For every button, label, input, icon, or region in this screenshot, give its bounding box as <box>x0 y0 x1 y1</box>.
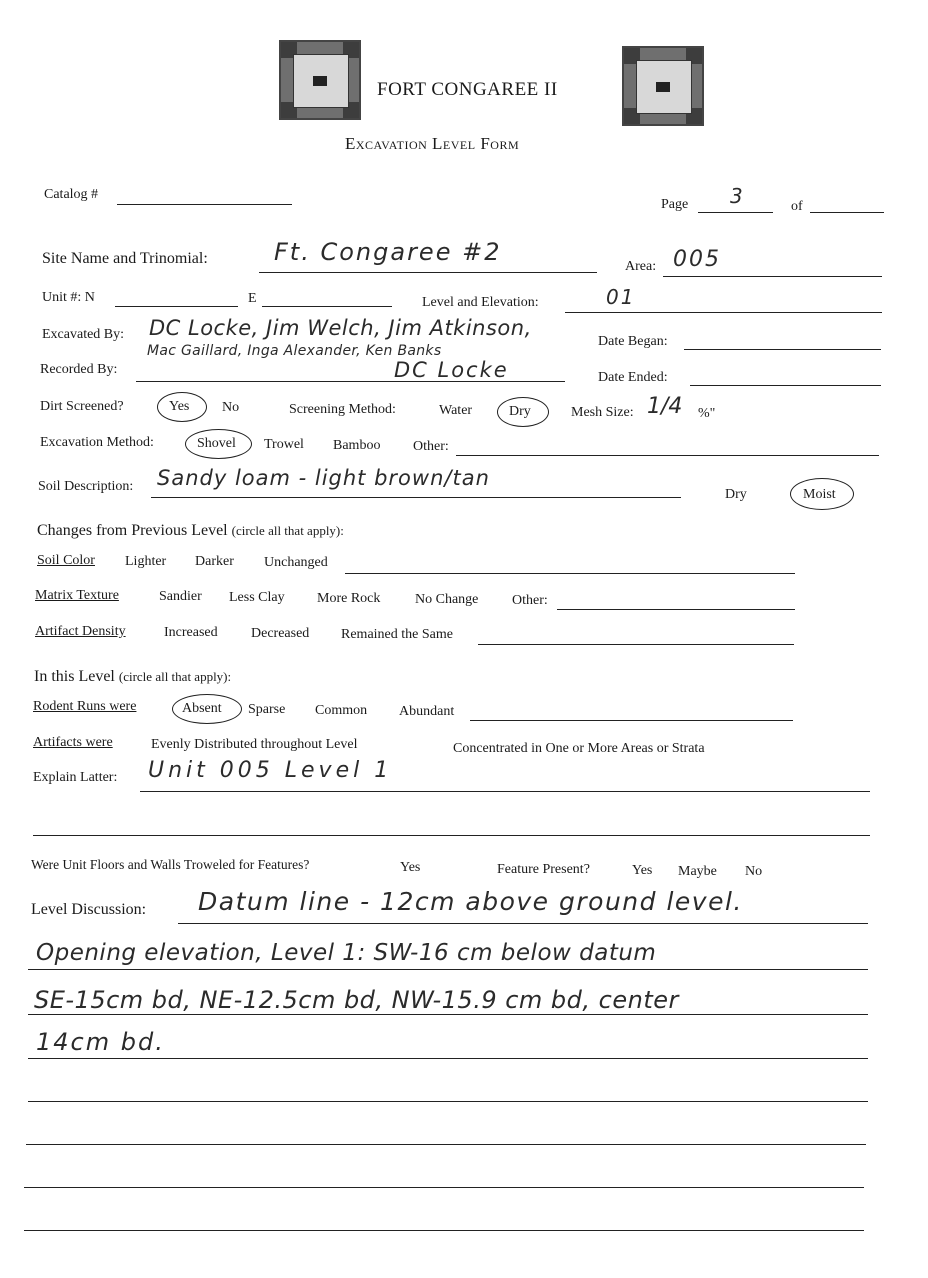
unit-e-label: E <box>248 291 257 306</box>
recorded-value: DC Locke <box>394 358 509 382</box>
recorded-line[interactable] <box>136 381 565 382</box>
artifact-increased[interactable]: Increased <box>164 625 218 640</box>
artifact-line[interactable] <box>478 644 794 645</box>
discussion-rule-6[interactable] <box>26 1144 866 1145</box>
feature-present-label: Feature Present? <box>497 862 590 877</box>
excavated-value-2: Mac Gaillard, Inga Alexander, Ken Banks <box>147 343 442 359</box>
explain-line-1[interactable] <box>140 791 870 792</box>
dirt-screened-label: Dirt Screened? <box>40 399 124 414</box>
discussion-line-3: SE-15cm bd, NE-12.5cm bd, NW-15.9 cm bd, center <box>34 986 679 1014</box>
soil-description-label: Soil Description: <box>38 479 134 494</box>
method-shovel-option[interactable]: Shovel <box>197 436 236 451</box>
page-line[interactable] <box>698 212 773 213</box>
rodent-sparse[interactable]: Sparse <box>248 702 286 717</box>
form-title: FORT CONGAREE II <box>377 79 558 100</box>
unit-n-line[interactable] <box>115 306 238 307</box>
artifact-decreased[interactable]: Decreased <box>251 626 310 641</box>
rodent-absent[interactable]: Absent <box>182 701 222 716</box>
discussion-line-4: 14cm bd. <box>36 1028 165 1056</box>
dirt-no-option[interactable]: No <box>222 400 240 415</box>
artifacts-concentrated-option[interactable]: Concentrated in One or More Areas or Strata <box>453 741 705 756</box>
excavated-label: Excavated By: <box>42 327 125 342</box>
excavated-value-1: DC Locke, Jim Welch, Jim Atkinson, <box>149 316 532 340</box>
soil-moist-option[interactable]: Moist <box>803 487 836 502</box>
soil-color-lighter[interactable]: Lighter <box>125 554 167 569</box>
discussion-rule-4[interactable] <box>28 1058 868 1059</box>
date-ended-line[interactable] <box>690 385 881 386</box>
mesh-size-label: Mesh Size: <box>571 405 634 420</box>
matrix-other[interactable]: Other: <box>512 593 548 608</box>
date-ended-label: Date Ended: <box>598 370 668 385</box>
matrix-less-clay[interactable]: Less Clay <box>229 590 285 605</box>
matrix-sandier[interactable]: Sandier <box>159 589 202 604</box>
soil-moist-circle <box>790 478 854 510</box>
explain-latter-label: Explain Latter: <box>33 770 118 785</box>
artifacts-were-label: Artifacts were <box>33 735 113 750</box>
soil-color-label: Soil Color <box>37 553 95 568</box>
site-label: Site Name and Trinomial: <box>42 250 208 267</box>
page-value: 3 <box>730 184 745 208</box>
discussion-rule-3[interactable] <box>28 1014 868 1015</box>
matrix-other-line[interactable] <box>557 609 795 610</box>
troweled-yes-option[interactable]: Yes <box>400 860 421 875</box>
area-label: Area: <box>625 259 657 274</box>
matrix-texture-label: Matrix Texture <box>35 588 119 603</box>
site-line[interactable] <box>259 272 597 273</box>
catalog-label: Catalog # <box>44 187 99 202</box>
unit-e-line[interactable] <box>262 306 392 307</box>
date-began-line[interactable] <box>684 349 881 350</box>
method-other-line[interactable] <box>456 455 879 456</box>
rodent-abundant[interactable]: Abundant <box>399 704 455 719</box>
rodent-common[interactable]: Common <box>315 703 368 718</box>
method-label: Excavation Method: <box>40 435 154 450</box>
rodent-runs-label: Rodent Runs were <box>33 699 137 714</box>
mesh-other-option[interactable]: %" <box>698 406 716 421</box>
soil-dry-option[interactable]: Dry <box>725 487 747 502</box>
date-began-label: Date Began: <box>598 334 668 349</box>
level-heading-note: (circle all that apply): <box>118 669 232 684</box>
method-trowel-option[interactable]: Trowel <box>264 437 304 452</box>
level-line[interactable] <box>565 312 882 313</box>
explain-line-2[interactable] <box>33 835 870 836</box>
method-other-option[interactable]: Other: <box>413 439 449 454</box>
discussion-rule-1[interactable] <box>178 923 868 924</box>
discussion-line-1: Datum line - 12cm above ground level. <box>198 887 743 916</box>
discussion-rule-5[interactable] <box>28 1101 868 1102</box>
discussion-rule-7[interactable] <box>24 1187 864 1188</box>
screening-water-option[interactable]: Water <box>439 403 473 418</box>
level-label: Level and Elevation: <box>422 295 539 310</box>
discussion-rule-2[interactable] <box>28 969 868 970</box>
soil-description-value: Sandy loam - light brown/tan <box>157 466 490 490</box>
explain-latter-value: Unit 005 Level 1 <box>148 758 393 783</box>
area-value: 005 <box>673 247 721 272</box>
screening-label: Screening Method: <box>289 402 396 417</box>
feature-maybe-option[interactable]: Maybe <box>678 864 717 879</box>
discussion-rule-8[interactable] <box>24 1230 864 1231</box>
method-shovel-circle <box>185 429 252 459</box>
troweled-label: Were Unit Floors and Walls Troweled for Features? <box>31 857 310 872</box>
soil-color-darker[interactable]: Darker <box>195 554 234 569</box>
dirt-yes-option[interactable]: Yes <box>169 399 190 414</box>
artifacts-evenly-option[interactable]: Evenly Distributed throughout Level <box>151 737 358 752</box>
matrix-no-change[interactable]: No Change <box>415 592 479 607</box>
matrix-more-rock[interactable]: More Rock <box>317 591 381 606</box>
screening-dry-option[interactable]: Dry <box>509 404 531 419</box>
discussion-line-2: Opening elevation, Level 1: SW-16 cm below datum <box>36 940 657 966</box>
recorded-label: Recorded By: <box>40 362 118 377</box>
artifact-density-label: Artifact Density <box>35 624 126 639</box>
feature-no-option[interactable]: No <box>745 864 763 879</box>
right-emblem-logo <box>622 46 704 126</box>
rodent-line[interactable] <box>470 720 793 721</box>
rodent-absent-circle <box>172 694 242 724</box>
soil-description-line[interactable] <box>151 497 681 498</box>
level-value: 01 <box>606 285 636 309</box>
level-heading <box>34 668 231 686</box>
soil-color-unchanged[interactable]: Unchanged <box>264 555 328 570</box>
of-line[interactable] <box>810 212 884 213</box>
changes-heading-note: (circle all that apply): <box>231 523 344 538</box>
level-heading-text: In this Level <box>34 668 115 685</box>
method-bamboo-option[interactable]: Bamboo <box>333 438 381 453</box>
screening-dry-circle <box>497 397 549 427</box>
area-line[interactable] <box>663 276 882 277</box>
changes-heading-text: Changes from Previous Level <box>37 522 228 539</box>
soil-color-line[interactable] <box>345 573 795 574</box>
form-subtitle: Excavation Level Form <box>345 134 520 153</box>
of-label: of <box>791 199 803 214</box>
site-value: Ft. Congaree #2 <box>274 238 502 266</box>
page-label: Page <box>661 197 689 212</box>
artifact-remained[interactable]: Remained the Same <box>341 627 453 642</box>
feature-yes-option[interactable]: Yes <box>632 863 653 878</box>
mesh-size-value: 1/4 <box>647 394 683 419</box>
dirt-yes-circle <box>157 392 207 422</box>
changes-heading <box>37 522 344 540</box>
unit-label: Unit #: N <box>42 290 95 305</box>
catalog-line[interactable] <box>117 204 292 205</box>
left-emblem-logo <box>279 40 361 120</box>
level-discussion-label: Level Discussion: <box>31 901 147 918</box>
